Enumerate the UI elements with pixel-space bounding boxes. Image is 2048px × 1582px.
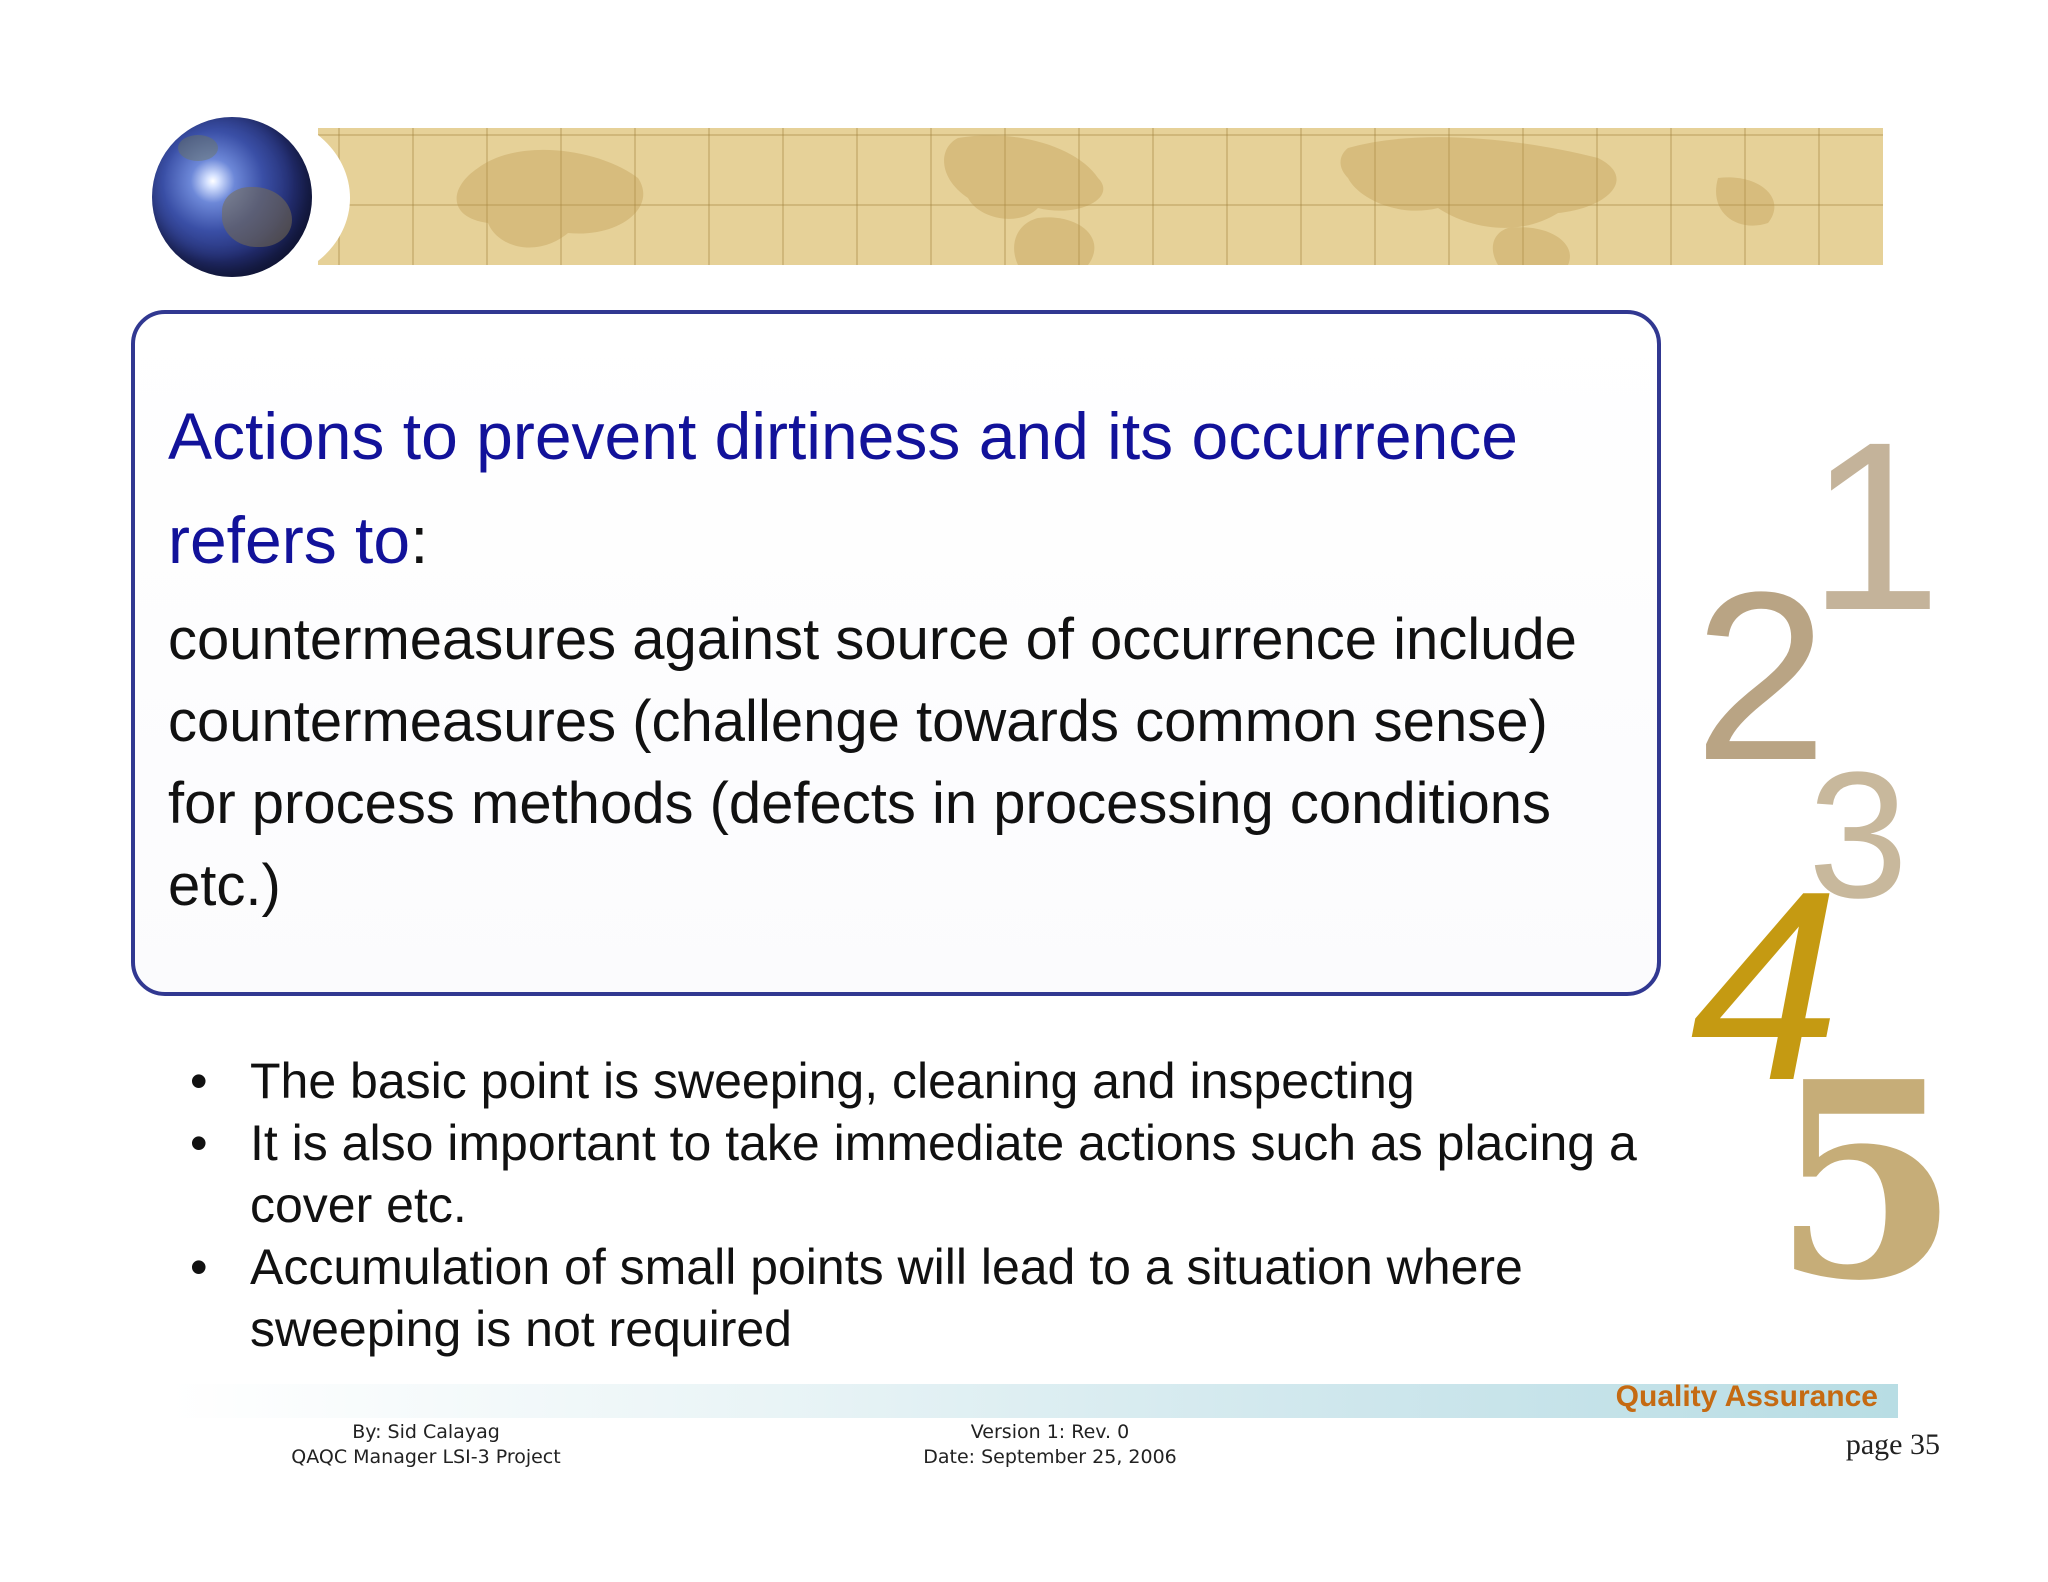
bullet-dot: • (190, 1053, 208, 1109)
version-info (900, 1420, 1200, 1470)
heading-text: Actions to prevent dirtiness and its occurrence refers to (168, 399, 1519, 577)
date-line: Date: September 25, 2006 (923, 1446, 1177, 1468)
definition-text: countermeasures against source of occurrence include countermeasures (challenge towards common sense) for process methods (defects in processing conditions etc.) (168, 607, 1577, 918)
version-line: Version 1: Rev. 0 (970, 1421, 1130, 1443)
author-info (276, 1420, 576, 1470)
digit-three: 3 (1808, 735, 1909, 936)
author-line: By: Sid Calayag (352, 1421, 500, 1443)
bullet-list (190, 1050, 1730, 1360)
page-number: page 35 (1845, 1428, 1940, 1461)
globe-icon (152, 117, 312, 277)
bullet-text: Accumulation of small points will lead to a situation where sweeping is not required (250, 1239, 1523, 1357)
world-map-silhouette (318, 128, 1883, 265)
author-role: QAQC Manager LSI-3 Project (291, 1446, 561, 1468)
definition-callout (131, 310, 1661, 996)
section-label: Quality Assurance (1615, 1380, 1878, 1413)
bullet-item (190, 1236, 1730, 1360)
bullet-dot: • (190, 1115, 208, 1171)
bullet-item (190, 1050, 1730, 1112)
digit-one: 1 (1808, 392, 1942, 660)
bullet-text: It is also important to take immediate actions such as placing a cover etc. (250, 1115, 1637, 1233)
bullet-dot: • (190, 1239, 208, 1295)
digit-two: 2 (1694, 542, 1828, 810)
world-map-banner (318, 128, 1883, 265)
slide-heading (168, 384, 1598, 592)
digit-four: 4 (1690, 836, 1841, 1137)
bullet-item (190, 1112, 1730, 1236)
digit-five: 5 (1772, 1022, 1960, 1340)
heading-colon: : (410, 503, 429, 577)
bullet-text: The basic point is sweeping, cleaning and inspecting (250, 1053, 1415, 1109)
